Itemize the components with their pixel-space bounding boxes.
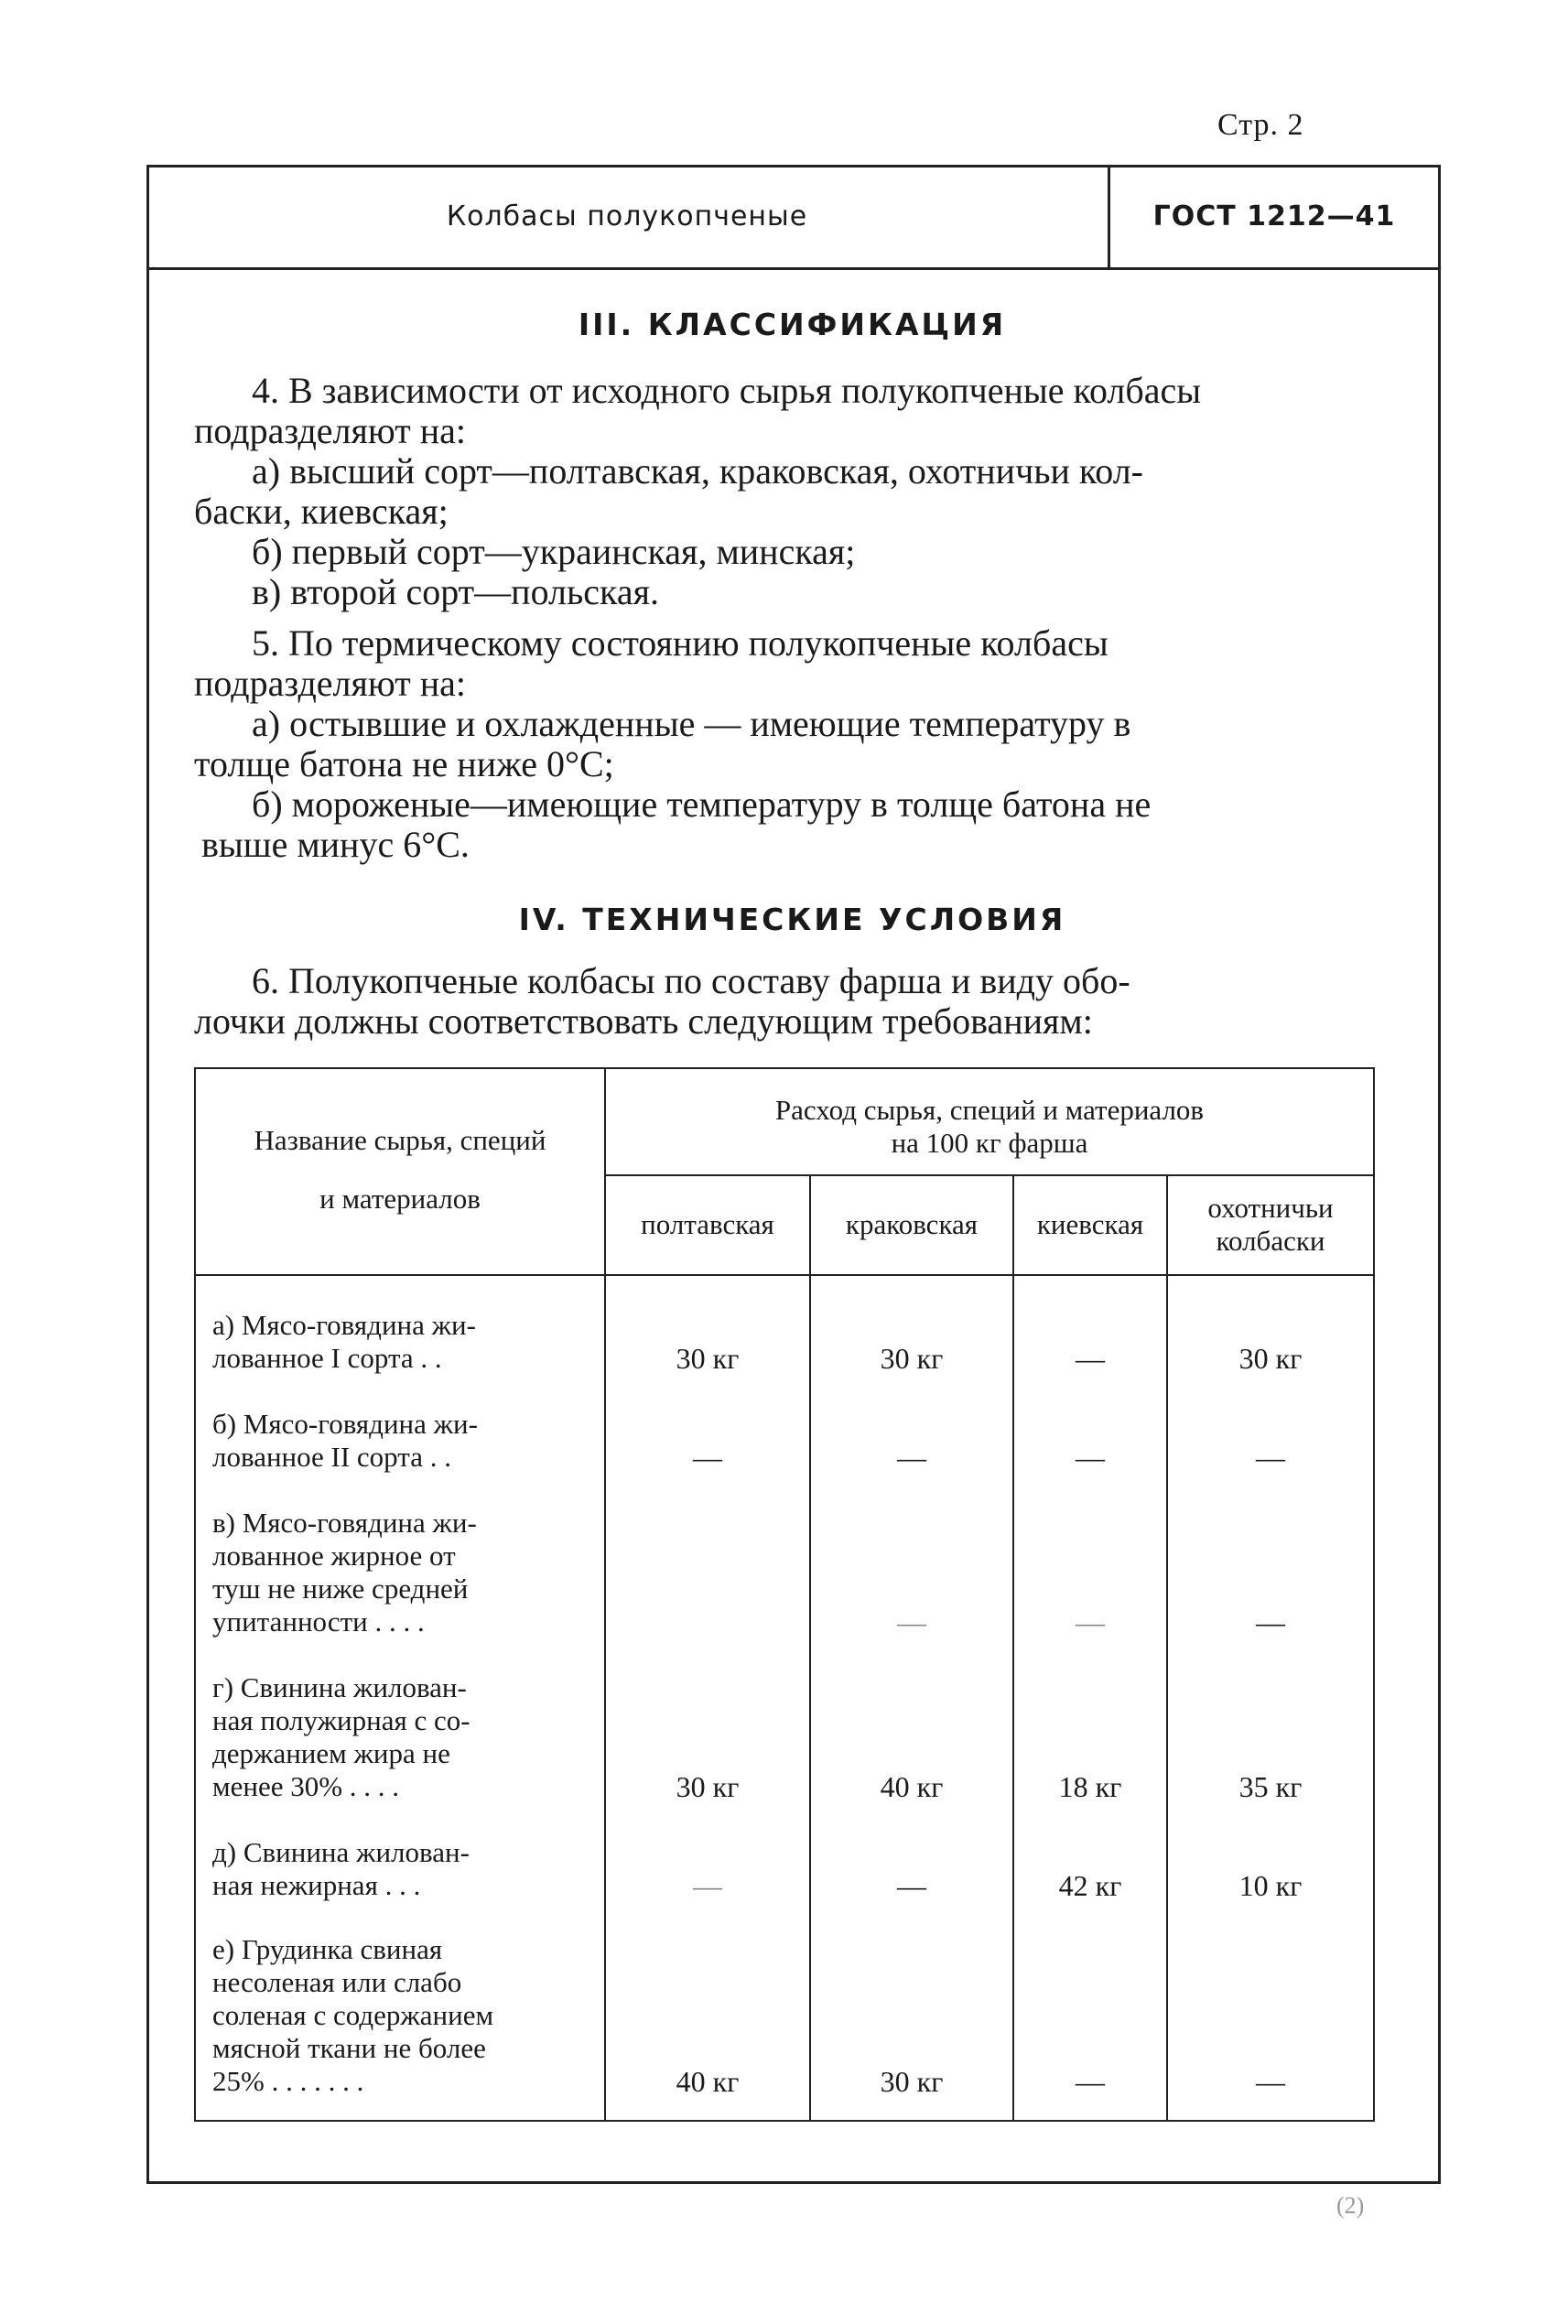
para-line: а) высший сорт—полтавская, краковская, охотничьи кол- [252,450,1144,492]
label-line: ная нежирная . . . [212,1869,421,1901]
label-line: туш не ниже средней [212,1573,469,1605]
table-cell: — [1256,1605,1285,1638]
para-line: 4. В зависимости от исходного сырья полукопченые колбасы [252,370,1202,411]
table-group-header: на 100 кг фарша [891,1127,1088,1159]
para-line: лочки должны соответствовать следующим требованиям: [194,1000,1093,1042]
label-line: соленая с содержанием [212,1999,494,2031]
label-line: несоленая или слабо [212,1966,462,1998]
table-row-label [212,1836,586,1902]
table-cell: 30 кг [880,2065,944,2098]
table-cell: — [693,1869,722,1902]
label-line: лованное жирное от [212,1540,456,1572]
label-line: 25% . . . . . . . [212,2065,364,2097]
label-line: б) Мясо-говядина жи- [212,1408,478,1440]
table-col-divider [809,1176,811,2122]
table-cell: — [1256,2065,1285,2098]
table-row-label [212,1507,586,1638]
para-line: б) мороженые—имеющие температуру в толще батона не [252,784,1152,825]
table-cell: 30 кг [676,1770,740,1803]
label-line: г) Свинина жилован- [212,1671,467,1703]
table-cell: — [897,1869,926,1902]
table-column-header: полтавская [641,1208,774,1240]
table-row-label [212,1309,586,1375]
para-line: в) второй сорт—польская. [252,571,659,612]
table-cell: — [1076,1605,1105,1638]
table-cell: — [897,1441,926,1474]
label-line: лованное II сорта . . [212,1441,451,1473]
para-line: 5. По термическому состоянию полукопченые колбасы [252,622,1108,664]
table-left-border [194,1067,196,2122]
para-line: выше минус 6°С. [201,824,470,865]
table-row-label [212,1933,586,2098]
para-line: б) первый сорт—украинская, минская; [252,531,856,572]
table-cell: 10 кг [1238,1869,1303,1902]
header-title: Колбасы полукопченые [446,200,808,232]
table-header-name: и материалов [319,1183,481,1215]
label-line: д) Свинина жилован- [212,1836,470,1868]
label-line: держанием жира не [212,1737,450,1769]
para-line: толще батона не ниже 0°С; [194,743,614,784]
table-col-divider [1012,1176,1014,2122]
table-cell: 18 кг [1058,1770,1122,1803]
table-header-name: Название сырья, специй [254,1124,546,1156]
table-row-label [212,1671,586,1803]
table-cell: — [1076,1441,1105,1474]
table-cell: — [897,1605,926,1638]
table-group-header: Расход сырья, специй и материалов [774,1094,1205,1126]
section-heading-classification: III. КЛАССИФИКАЦИЯ [578,307,1007,342]
table-cell: — [1076,1342,1105,1375]
label-line: мясной ткани не более [212,2032,486,2064]
table-column-header: краковская [845,1208,979,1240]
page-number: Стр. 2 [1217,108,1304,142]
label-line: а) Мясо-говядина жи- [212,1309,476,1341]
label-line: ная полужирная с со- [212,1704,470,1736]
table-column-header: киевская [1036,1208,1144,1240]
table-column-header: охотничьи колбаски [1207,1192,1334,1257]
table-cell: 40 кг [676,2065,740,2098]
table-right-border [1373,1067,1375,2122]
para-line: подразделяют на: [194,410,467,451]
para-line: подразделяют на: [194,663,467,704]
para-line: баски, киевская; [194,491,449,532]
document-header [146,165,1438,270]
table-cell: — [693,1441,722,1474]
para-line: а) остывшие и охлажденные — имеющие температуру в [252,703,1131,744]
page-footer-mark: (2) [1336,2192,1365,2219]
table-cell: 30 кг [1238,1342,1303,1375]
table-cell: — [1256,1441,1285,1474]
section-heading-technical-conditions: IV. ТЕХНИЧЕСКИЕ УСЛОВИЯ [518,902,1066,937]
table-group-header-rule [606,1174,1373,1176]
table-cell: — [1076,2065,1105,2098]
table-cell: 30 кг [676,1342,740,1375]
label-line: е) Грудинка свиная [212,1933,443,1965]
table-cell: 40 кг [880,1770,944,1803]
table-cell: 35 кг [1238,1770,1303,1803]
para-line: 6. Полукопченые колбасы по составу фарша и виду обо- [252,960,1130,1001]
label-line: упитанности . . . . [212,1605,425,1638]
table-header-rule [196,1274,1373,1276]
label-line: менее 30% . . . . [212,1770,400,1802]
table-col-divider [1166,1176,1168,2122]
label-line: в) Мясо-говядина жи- [212,1507,477,1539]
table-cell: 42 кг [1058,1869,1122,1902]
label-line: лованное I сорта . . [212,1342,442,1374]
table-bottom-border [194,2120,1375,2122]
header-standard-number: ГОСТ 1212—41 [1152,200,1396,232]
table-cell: 30 кг [880,1342,944,1375]
table-top-border [194,1067,1375,1069]
table-row-label [212,1408,586,1474]
